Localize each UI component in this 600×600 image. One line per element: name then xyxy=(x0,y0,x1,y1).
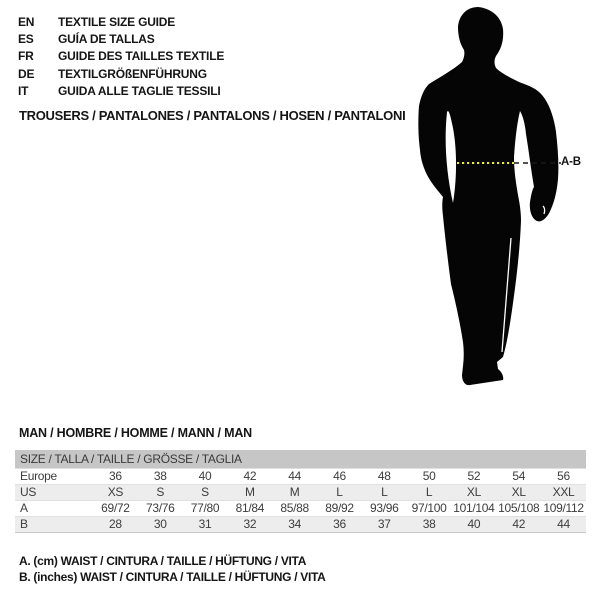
language-list xyxy=(18,13,224,99)
row-label: A xyxy=(20,501,28,515)
table-row-us xyxy=(15,484,586,500)
table-cell: 105/108 xyxy=(498,501,540,515)
table-cell: 37 xyxy=(377,517,391,531)
language-label: GUÍA DE TALLAS xyxy=(58,31,155,46)
table-cell: 44 xyxy=(557,517,570,531)
table-cell: L xyxy=(381,485,388,499)
language-label: GUIDE DES TAILLES TEXTILE xyxy=(58,49,225,64)
table-cell: 38 xyxy=(153,469,167,483)
note-a-cm: A. (cm) WAIST / CINTURA / TAILLE / HÜFTUNG / VITA xyxy=(19,554,307,568)
table-cell: 54 xyxy=(512,469,526,483)
table-cell: 46 xyxy=(333,469,346,483)
category-title: TROUSERS / PANTALONES / PANTALONS / HOSEN / PANTALONI xyxy=(19,108,406,123)
table-cell: 109/112 xyxy=(543,501,584,515)
language-code: DE xyxy=(18,66,35,81)
table-row-b-inches xyxy=(15,516,586,532)
table-cell: 81/84 xyxy=(235,501,265,515)
table-cell: 28 xyxy=(109,517,122,531)
table-cell: L xyxy=(425,485,433,499)
table-cell: 44 xyxy=(288,469,302,483)
man-silhouette xyxy=(390,0,600,420)
table-cell: XS xyxy=(107,485,124,499)
table-cell: M xyxy=(289,485,300,499)
man-silhouette-body xyxy=(418,7,558,385)
table-cell: 50 xyxy=(422,469,436,483)
language-label: TEXTILGRÖßENFÜHRUNG xyxy=(58,66,207,81)
table-cell: 34 xyxy=(288,517,302,531)
table-cell: 69/72 xyxy=(101,501,130,515)
table-cell: 36 xyxy=(333,517,346,531)
note-b-inches: B. (inches) WAIST / CINTURA / TAILLE / HÜFTUNG / VITA xyxy=(19,570,326,584)
table-cell: L xyxy=(336,485,343,499)
table-cell: 40 xyxy=(467,517,481,531)
man-silhouette-figure xyxy=(390,0,600,420)
language-row-en xyxy=(18,13,224,30)
table-cell: S xyxy=(156,485,165,499)
row-label: US xyxy=(20,485,37,499)
table-cell: XL xyxy=(511,485,526,499)
language-row-es xyxy=(18,30,224,47)
table-cell: S xyxy=(201,485,209,499)
size-table-header: SIZE / TALLA / TAILLE / GRÖSSE / TAGLIA xyxy=(15,450,586,468)
language-label: TEXTILE SIZE GUIDE xyxy=(58,14,176,29)
table-cell: 89/92 xyxy=(325,501,354,515)
table-cell: 97/100 xyxy=(411,501,447,515)
table-cell: 48 xyxy=(377,469,391,483)
table-cell: 42 xyxy=(243,469,257,483)
table-cell: 42 xyxy=(512,517,526,531)
table-cell: 31 xyxy=(198,517,212,531)
table-cell: 101/104 xyxy=(453,501,495,515)
table-cell: 36 xyxy=(109,469,122,483)
measure-label: A-B xyxy=(561,156,581,168)
table-cell: 85/88 xyxy=(280,501,309,515)
table-cell: 56 xyxy=(557,469,570,483)
table-row-a-cm xyxy=(15,500,586,516)
table-cell: 30 xyxy=(153,517,167,531)
table-cell: 32 xyxy=(243,517,257,531)
table-cell: 38 xyxy=(422,517,436,531)
table-cell: 73/76 xyxy=(145,501,175,515)
language-label: GUIDA ALLE TAGLIE TESSILI xyxy=(58,83,221,98)
language-code: IT xyxy=(18,83,29,98)
table-cell: 40 xyxy=(198,469,212,483)
language-code: ES xyxy=(18,31,34,46)
table-cell: M xyxy=(244,485,255,499)
language-row-de xyxy=(18,65,224,82)
table-cell: XL xyxy=(466,485,481,499)
language-code: FR xyxy=(18,49,34,64)
language-row-fr xyxy=(18,48,224,65)
row-label: B xyxy=(20,517,28,531)
size-table xyxy=(15,450,586,533)
table-row-europe xyxy=(15,468,586,484)
table-cell: 52 xyxy=(467,469,481,483)
measure-notes xyxy=(19,553,326,585)
language-row-it xyxy=(18,82,224,99)
table-cell: XXL xyxy=(552,485,575,499)
row-label: Europe xyxy=(20,469,57,483)
table-cell: 93/96 xyxy=(370,501,399,515)
table-cell: 77/80 xyxy=(190,501,220,515)
language-code: EN xyxy=(18,14,35,29)
section-title: MAN / HOMBRE / HOMME / MANN / MAN xyxy=(19,426,252,440)
